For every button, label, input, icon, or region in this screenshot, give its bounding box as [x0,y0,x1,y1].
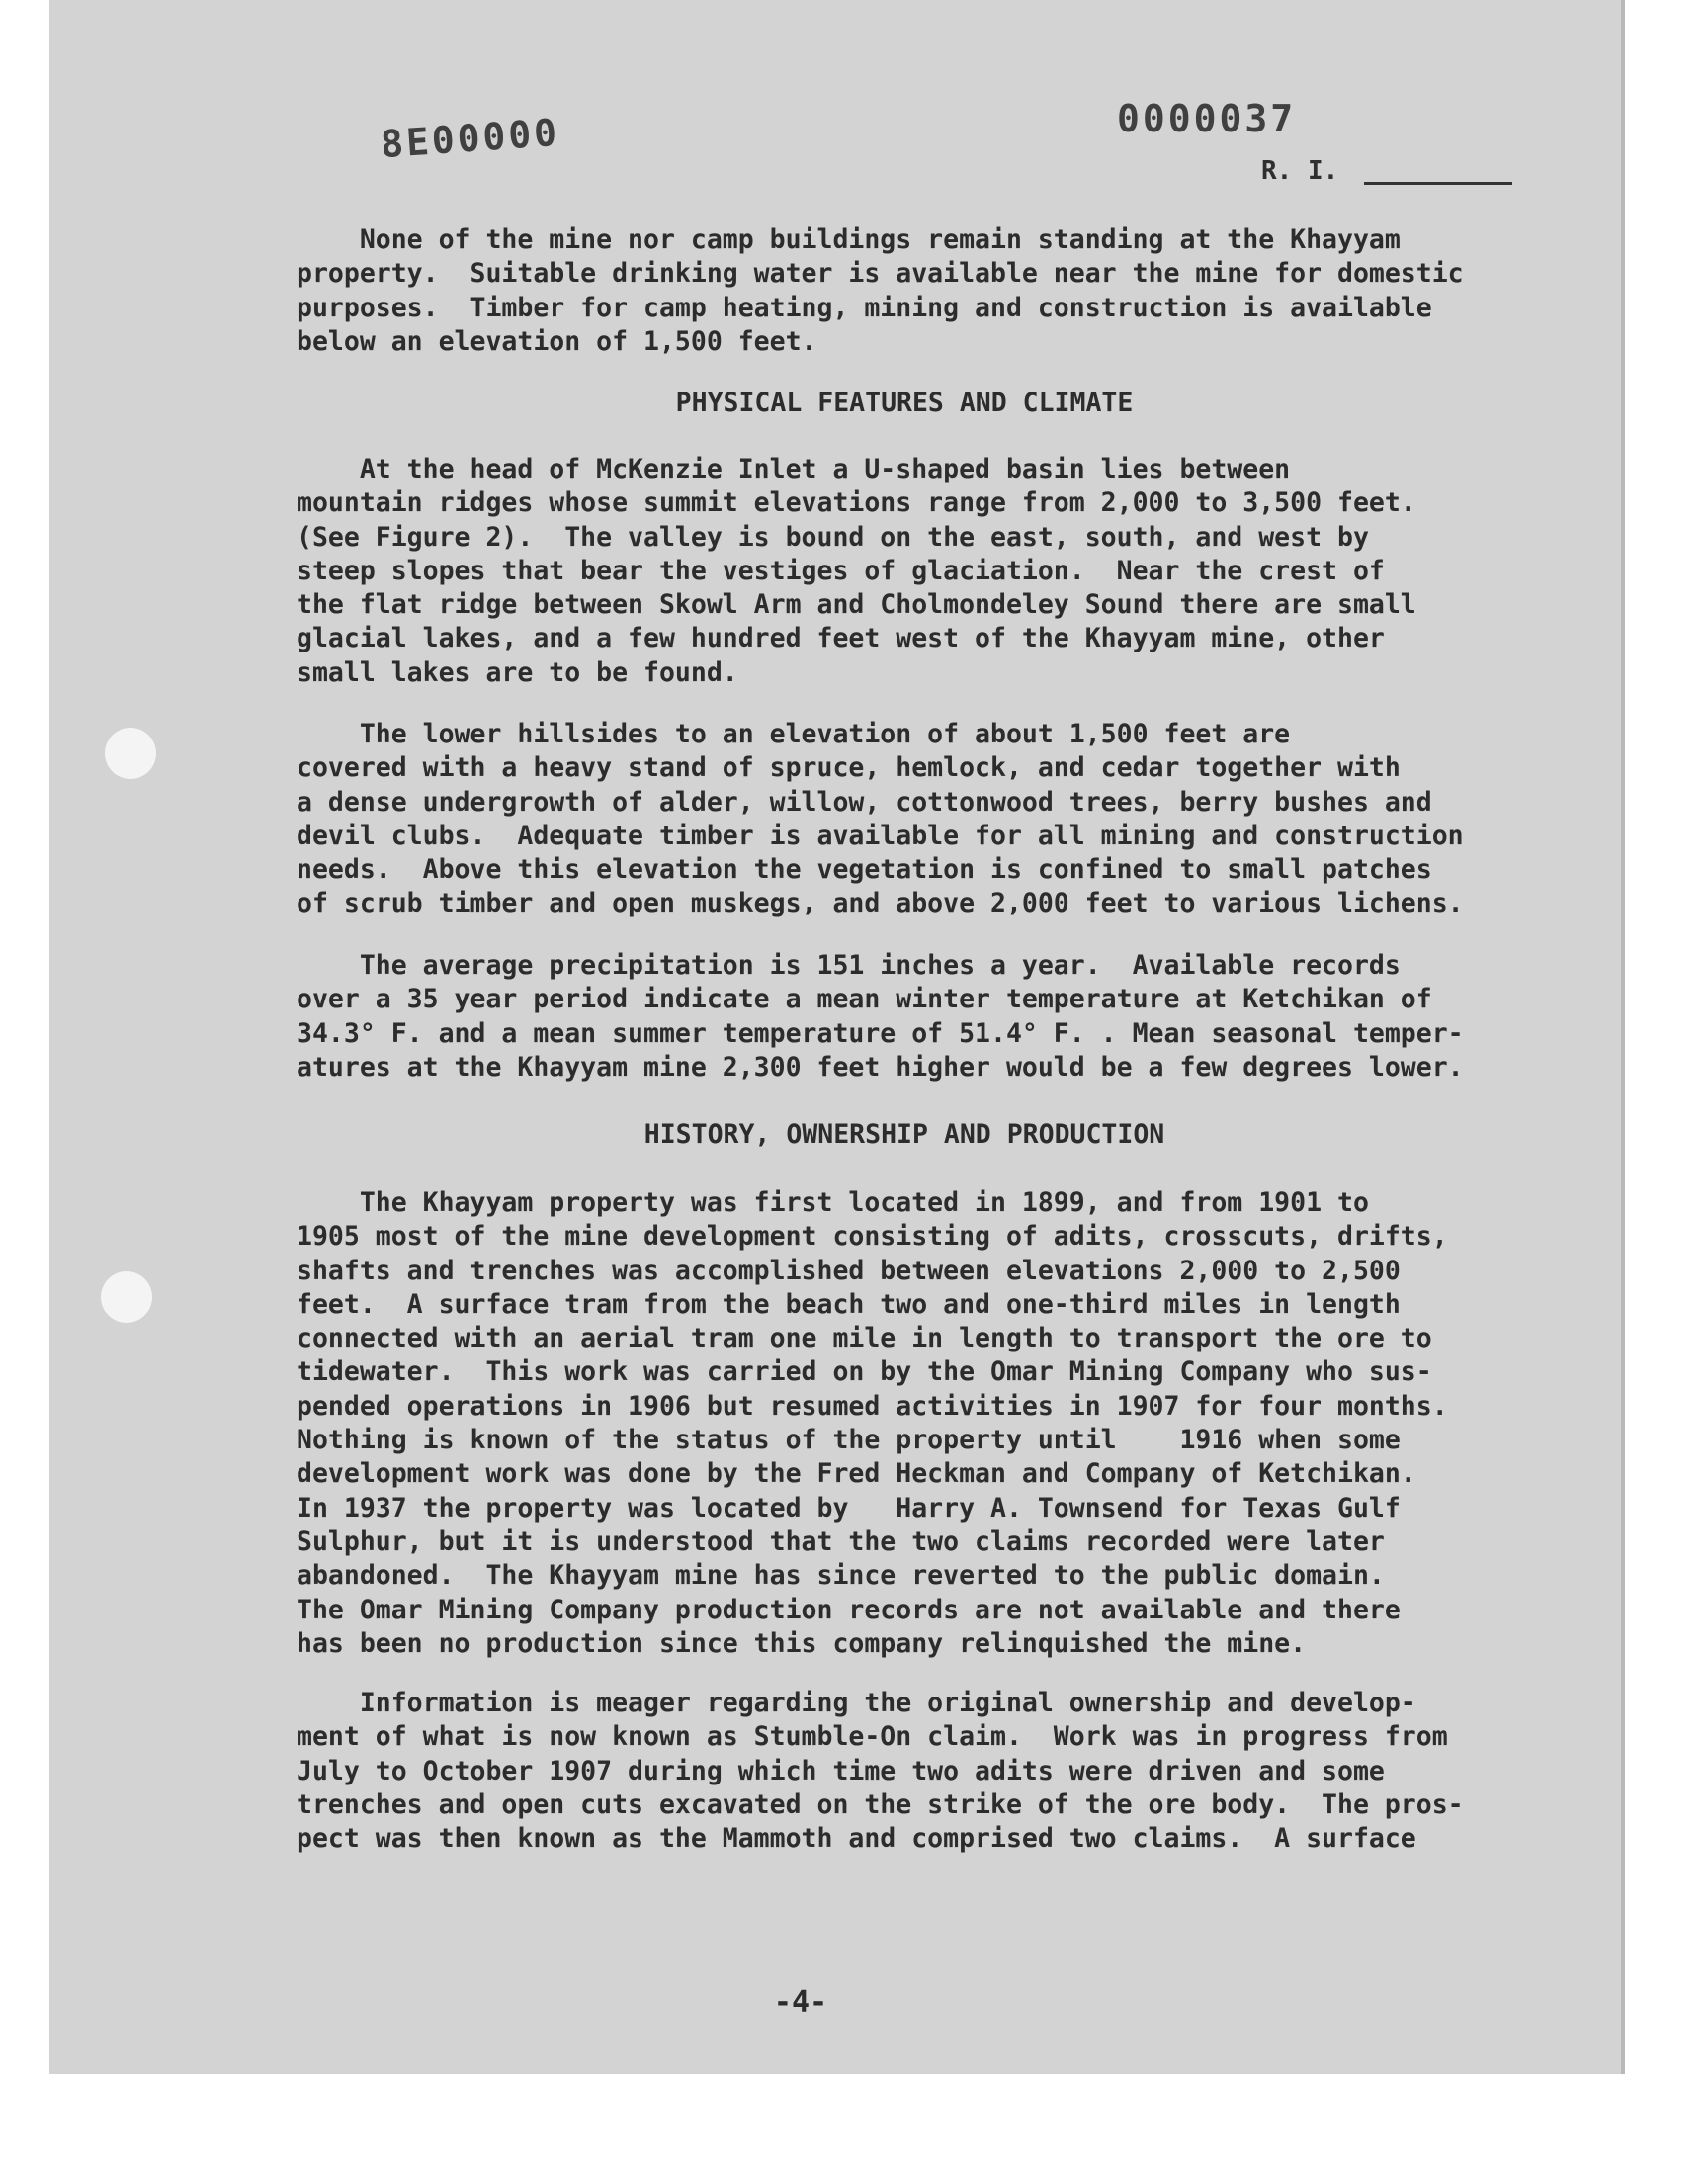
paragraph-basin [297,453,1512,690]
text-line: ment of what is now known as Stumble-On claim. Work was in progress from [297,1721,1448,1753]
text-line: connected with an aerial tram one mile in length to transport the ore to [297,1323,1432,1354]
paragraph-camp-facilities [297,223,1512,359]
report-label: R. I. [1261,156,1339,186]
text-line: 34.3° F. and a mean summer temperature of 51.4° F. . Mean seasonal temper- [297,1017,1464,1049]
text-line: (See Figure 2). The valley is bound on the east, south, and west by [297,521,1369,553]
text-line: covered with a heavy stand of spruce, hemlock, and cedar together with [297,752,1401,784]
text-line: Information is meager regarding the original ownership and develop- [297,1688,1416,1718]
text-line: atures at the Khayyam mine 2,300 feet higher would be a few degrees lower. [297,1051,1464,1083]
text-line: The lower hillsides to an elevation of about 1,500 feet are [297,719,1291,749]
text-line: Nothing is known of the status of the property until 1916 when some [297,1425,1401,1456]
punch-hole [105,728,156,779]
text-line: The Omar Mining Company production records are not available and there [297,1594,1401,1625]
document-stamp-left: 8E00000 [379,110,561,167]
text-line: trenches and open cuts excavated on the strike of the ore body. The pros- [297,1788,1464,1820]
text-line: abandoned. The Khayyam mine has since reverted to the public domain. [297,1560,1385,1592]
text-line: feet. A surface tram from the beach two and one-third miles in length [297,1288,1401,1320]
text-line: needs. Above this elevation the vegetation is confined to small patches [297,854,1432,886]
text-line: purposes. Timber for camp heating, mining and construction is available [297,292,1432,323]
text-line: The Khayyam property was first located in 1899, and from 1901 to [297,1187,1369,1218]
report-number-blank [1364,182,1512,185]
text-line: In 1937 the property was located by Harry A. Townsend for Texas Gulf [297,1492,1401,1523]
text-line: the flat ridge between Skowl Arm and Cholmondeley Sound there are small [297,589,1416,621]
text-line: glacial lakes, and a few hundred feet west of the Khayyam mine, other [297,623,1385,654]
text-line: Sulphur, but it is understood that the two claims recorded were later [297,1525,1385,1557]
document-stamp-right: 0000037 [1117,97,1297,140]
text-line: devil clubs. Adequate timber is available for all mining and construction [297,820,1464,851]
paragraph-climate [297,949,1512,1085]
text-line: property. Suitable drinking water is available near the mine for domestic [297,258,1464,290]
text-line: tidewater. This work was carried on by the Omar Mining Company who sus- [297,1356,1432,1388]
text-line: development work was done by the Fred Heckman and Company of Ketchikan. [297,1458,1416,1490]
text-line: pended operations in 1906 but resumed activities in 1907 for four months. [297,1390,1448,1422]
text-line: At the head of McKenzie Inlet a U-shaped basin lies between [297,454,1291,484]
paragraph-vegetation [297,718,1512,921]
text-line: July to October 1907 during which time two adits were driven and some [297,1755,1385,1786]
text-line: of scrub timber and open muskegs, and above 2,000 feet to various lichens. [297,888,1464,919]
text-line: 1905 most of the mine development consisting of adits, crosscuts, drifts, [297,1221,1448,1253]
text-line: below an elevation of 1,500 feet. [297,325,817,357]
page-number: -4- [773,1985,828,2020]
paragraph-stumble-on-claim [297,1687,1512,1856]
text-line: has been no production since this company relinquished the mine. [297,1627,1307,1659]
text-line: steep slopes that bear the vestiges of glaciation. Near the crest of [297,555,1385,586]
text-line: The average precipitation is 151 inches a year. Available records [297,950,1401,981]
punch-hole [101,1271,152,1323]
paragraph-history [297,1186,1512,1661]
text-line: small lakes are to be found. [297,656,738,688]
section-heading-physical-features: PHYSICAL FEATURES AND CLIMATE [675,388,1134,418]
text-line: a dense undergrowth of alder, willow, cottonwood trees, berry bushes and [297,786,1432,818]
text-line: None of the mine nor camp buildings remain standing at the Khayyam [297,224,1401,255]
text-line: shafts and trenches was accomplished between elevations 2,000 to 2,500 [297,1255,1401,1286]
text-line: pect was then known as the Mammoth and comprised two claims. A surface [297,1823,1416,1855]
text-line: mountain ridges whose summit elevations range from 2,000 to 3,500 feet. [297,487,1416,519]
section-heading-history: HISTORY, OWNERSHIP AND PRODUCTION [643,1119,1165,1150]
page-edge [1621,0,1625,2074]
text-line: over a 35 year period indicate a mean winter temperature at Ketchikan of [297,984,1432,1015]
